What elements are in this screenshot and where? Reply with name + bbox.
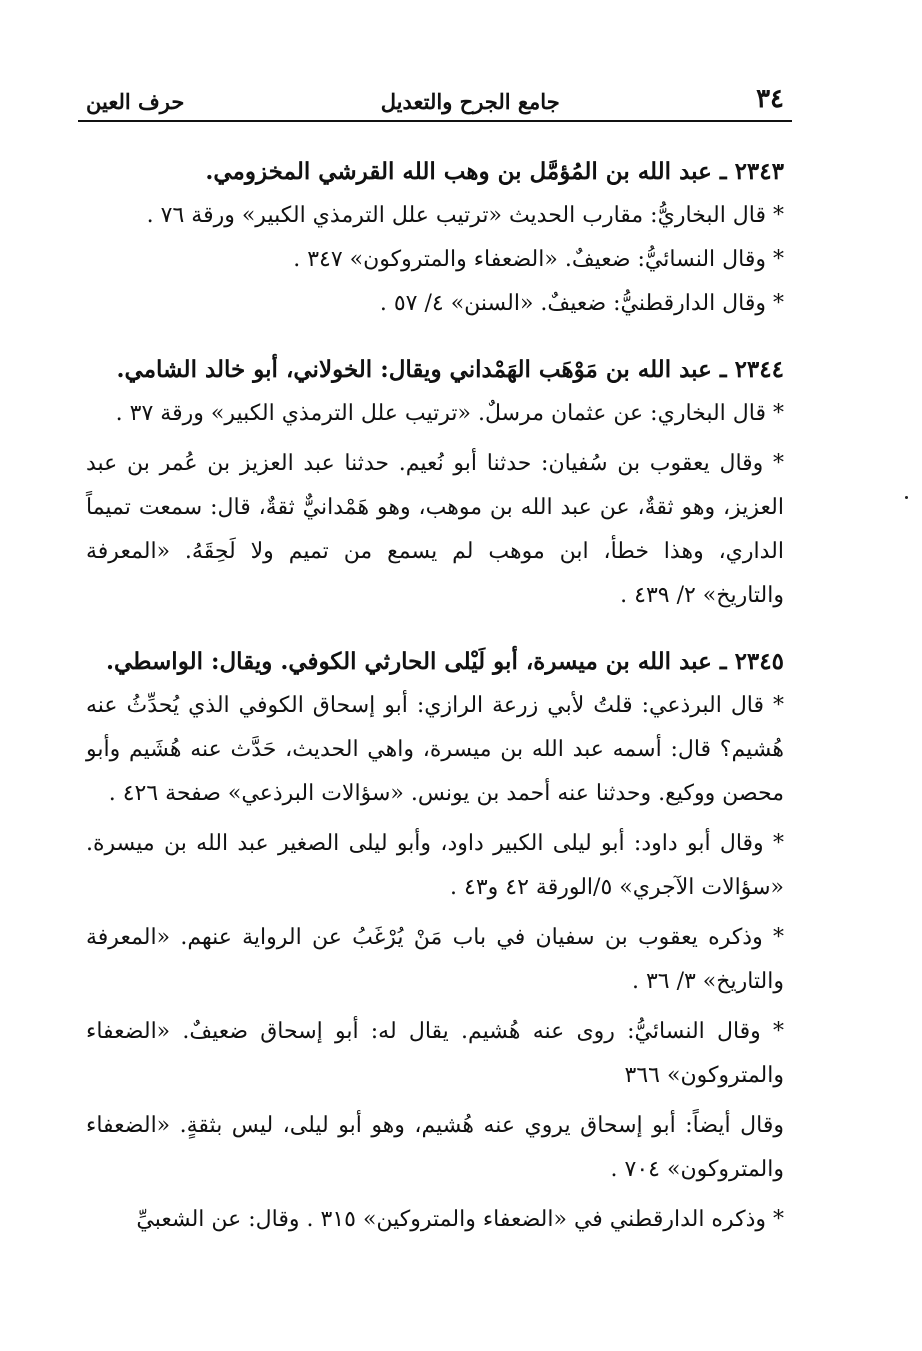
entry-paragraph: * وقال النسائيُّ: روى عنه هُشيم. يقال له: أبو إسحاق ضعيفٌ. «الضعفاء والمتروكون» ٣٦٦ — [86, 1019, 784, 1088]
entry-paragraph: وقال أيضاً: أبو إسحاق يروي عنه هُشيم، وهو أبو ليلى، ليس بثقةٍ. «الضعفاء والمتروكون» ٧٠٤ . — [86, 1113, 784, 1182]
page — [78, 70, 792, 1242]
entry-title: ٢٣٤٤ ـ عبد الله بن مَوْهَب الهَمْداني ويقال: الخولاني، أبو خالد الشامي. — [116, 356, 784, 383]
section-title: حرف العين — [86, 89, 185, 114]
entry-paragraph: * قال البخاريُّ: مقارب الحديث «ترتيب علل الترمذي الكبير» ورقة ٧٦ . — [146, 203, 784, 228]
stray-mark — [905, 496, 908, 499]
page-header — [78, 70, 792, 122]
entry-paragraph: * قال البرذعي: قلتُ لأبي زرعة الرازي: أبو إسحاق الكوفي الذي يُحدِّثُ عنه هُشيم؟ قال: أسمه عبد الله بن ميسرة، واهي الحديث، حَدَّث عنه هُشَيم وأبو محصن ووكيع. وحدثنا عنه أحمد بن يونس. «سؤالات البرذعي» صفحة ٤٢٦ . — [86, 693, 784, 806]
entry-2343 — [86, 150, 784, 326]
entries — [78, 150, 792, 1242]
entry-title: ٢٣٤٣ ـ عبد الله بن المُؤمَّل بن وهب الله القرشي المخزومي. — [205, 158, 784, 185]
entry-title: ٢٣٤٥ ـ عبد الله بن ميسرة، أبو لَيْلى الحارثي الكوفي. ويقال: الواسطي. — [105, 648, 784, 675]
entry-paragraph: * وذكره الدارقطني في «الضعفاء والمتروكين» ٣١٥ . وقال: عن الشعبيِّ — [136, 1207, 784, 1232]
entry-paragraph: * وقال أبو داود: أبو ليلى الكبير داود، وأبو ليلى الصغير عبد الله بن ميسرة. «سؤالات الآجري» ٥/الورقة ٤٢ و٤٣ . — [86, 831, 784, 900]
entry-paragraph: * وقال النسائيُّ: ضعيفٌ. «الضعفاء والمتروكون» ٣٤٧ . — [293, 247, 784, 272]
page-number: ٣٤ — [756, 84, 784, 114]
entry-2345 — [86, 640, 784, 1242]
entry-2344 — [86, 348, 784, 618]
entry-paragraph: * قال البخاري: عن عثمان مرسلٌ. «ترتيب علل الترمذي الكبير» ورقة ٣٧ . — [115, 401, 784, 426]
book-title: جامع الجرح والتعديل — [380, 89, 560, 114]
entry-paragraph: * وذكره يعقوب بن سفيان في باب مَنْ يُرْغَبُ عن الرواية عنهم. «المعرفة والتاريخ» ٣/ ٣٦ . — [86, 925, 784, 994]
entry-paragraph: * وقال الدارقطنيُّ: ضعيفٌ. «السنن» ٤/ ٥٧ . — [379, 291, 784, 316]
entry-paragraph: * وقال يعقوب بن سُفيان: حدثنا أبو نُعيم. حدثنا عبد العزيز بن عُمر بن عبد العزيز، وهو ثقةٌ، عن عبد الله بن موهب، وهو هَمْدانيٌّ ثقةٌ، قال: سمعت تميماً الداري، وهذا خطأ، ابن موهب لم يسمع من تميم ولا لَحِقَهُ. «المعرفة والتاريخ» ٢/ ٤٣٩ . — [86, 451, 784, 608]
